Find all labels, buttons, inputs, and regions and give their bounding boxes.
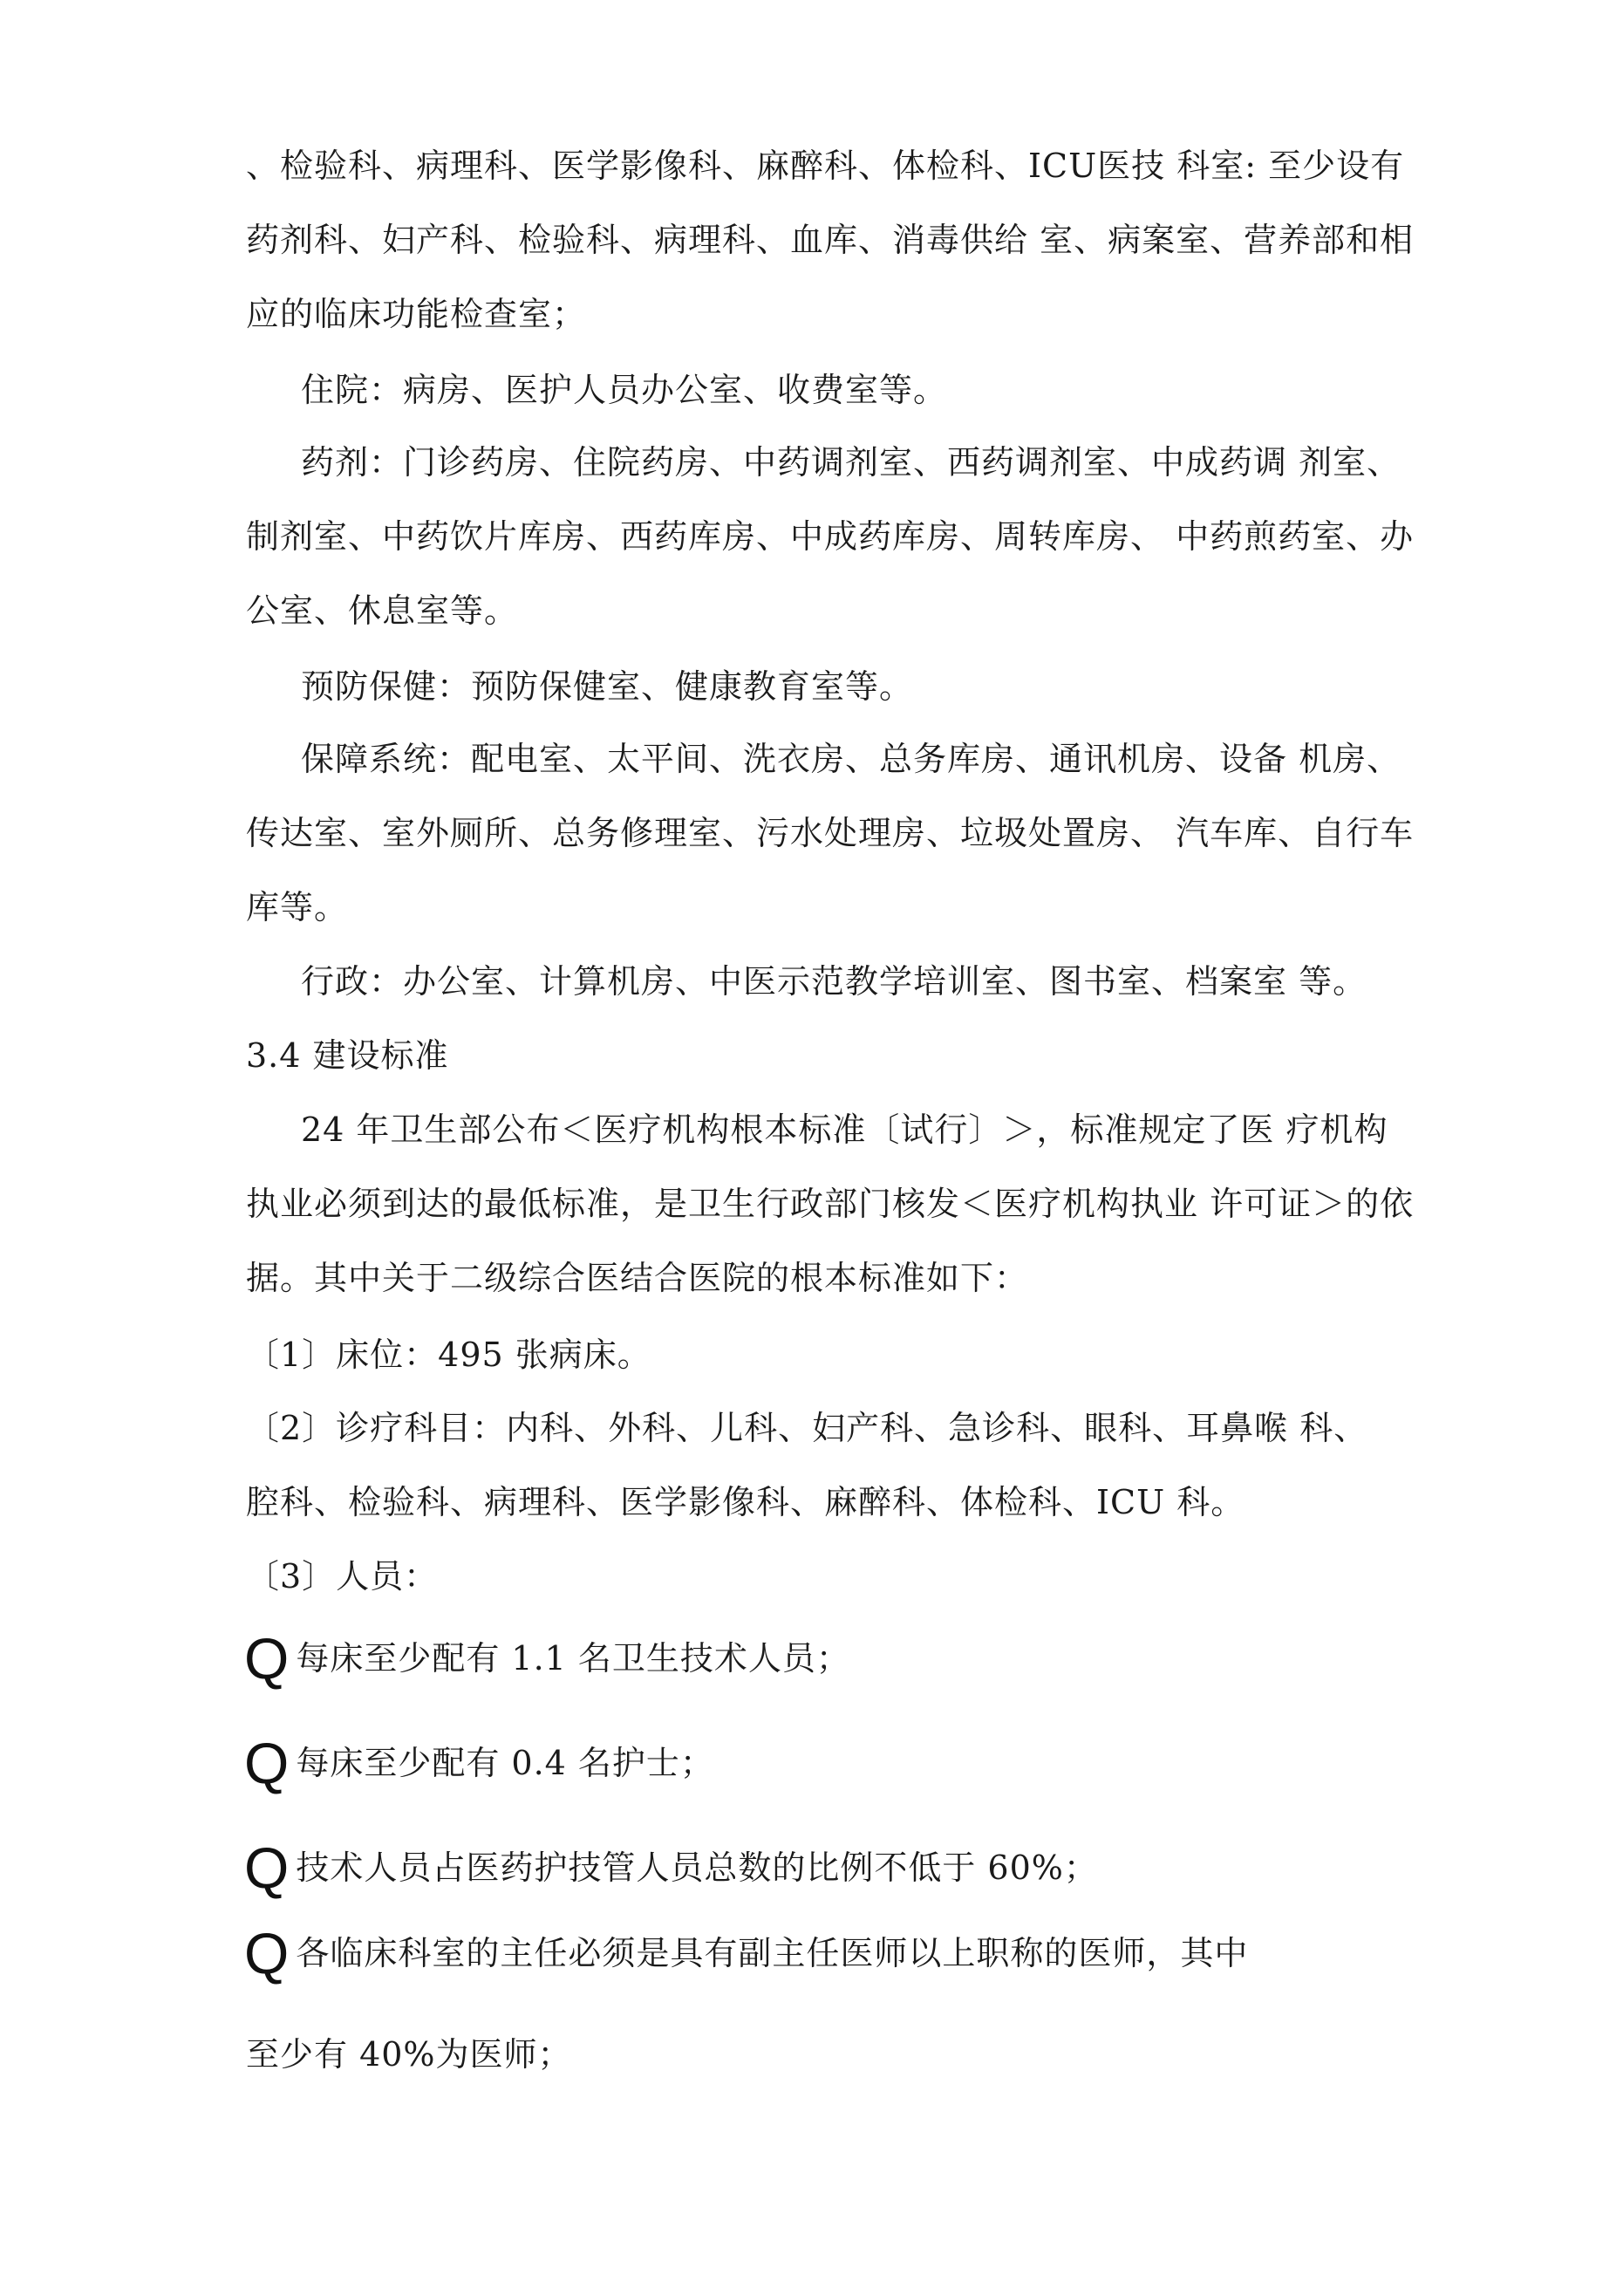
bullet-text: 每床至少配有 0.4 名护士； [296, 1744, 714, 1782]
trailing-line: 至少有 40%为医师； [246, 2035, 572, 2074]
text-line-16: 据。其中关于二级综合医结合医院的根本标准如下： [246, 1259, 1029, 1297]
text-line-7: 公室、休息室等。 [246, 591, 519, 630]
bullet-item-2 [244, 1731, 714, 1795]
bullet-text: 每床至少配有 1.1 名卫生技术人员； [296, 1639, 850, 1678]
text-line-8: 预防保健：预防保健室、健康教育室等。 [301, 667, 914, 706]
bullet-marker: Q [244, 1921, 290, 1985]
text-line-6: 制剂室、中药饮片库房、西药库房、中成药库房、周转库房、 中药煎药室、办 [246, 517, 1415, 556]
text-line-5: 药剂：门诊药房、住院药房、中药调剂室、西药调剂室、中成药调 剂室、 [301, 443, 1401, 482]
bullet-text: 技术人员占医药护技管人员总数的比例不低于 60%； [296, 1848, 1098, 1887]
text-line-4: 住院：病房、医护人员办公室、收费室等。 [301, 371, 948, 409]
text-line-10: 传达室、室外厕所、总务修理室、污水处理房、垃圾处置房、 汽车库、自行车 [246, 814, 1415, 852]
text-line-18: 〔2〕诊疗科目：内科、外科、儿科、妇产科、急诊科、眼科、耳鼻喉 科、 [246, 1409, 1368, 1447]
text-line-2: 药剂科、妇产科、检验科、病理科、血库、消毒供给 室、病案室、营养部和相 [246, 221, 1415, 259]
text-line-19: 腔科、检验科、病理科、医学影像科、麻醉科、体检科、ICU 科。 [246, 1483, 1245, 1521]
bullet-marker: Q [244, 1626, 290, 1691]
text-line-17: 〔1〕床位：495 张病床。 [246, 1336, 651, 1374]
text-line-15: 执业必须到达的最低标准，是卫生行政部门核发＜医疗机构执业 许可证＞的依 [246, 1185, 1415, 1223]
text-line-11: 库等。 [246, 888, 349, 926]
text-line-12: 行政：办公室、计算机房、中医示范教学培训室、图书室、档案室 等。 [301, 962, 1367, 1001]
text-line-14: 24 年卫生部公布＜医疗机构根本标准〔试行〕＞，标准规定了医 疗机构 [301, 1110, 1388, 1149]
bullet-marker: Q [244, 1835, 290, 1900]
text-line-20: 〔3〕人员： [246, 1557, 439, 1596]
bullet-text: 各临床科室的主任必须是具有副主任医师以上职称的医师，其中 [296, 1934, 1249, 1972]
bullet-item-4 [244, 1921, 1249, 1985]
text-line-3: 应的临床功能检查室； [246, 295, 587, 333]
bullet-marker: Q [244, 1731, 290, 1795]
text-line-9: 保障系统：配电室、太平间、洗衣房、总务库房、通讯机房、设备 机房、 [301, 740, 1401, 778]
section-heading: 3.4 建设标准 [246, 1036, 449, 1075]
text-line-1: 、检验科、病理科、医学影像科、麻醉科、体检科、ICU医技 科室: 至少设有 [246, 147, 1405, 185]
bullet-item-3 [244, 1835, 1098, 1900]
bullet-item-1 [244, 1626, 850, 1691]
